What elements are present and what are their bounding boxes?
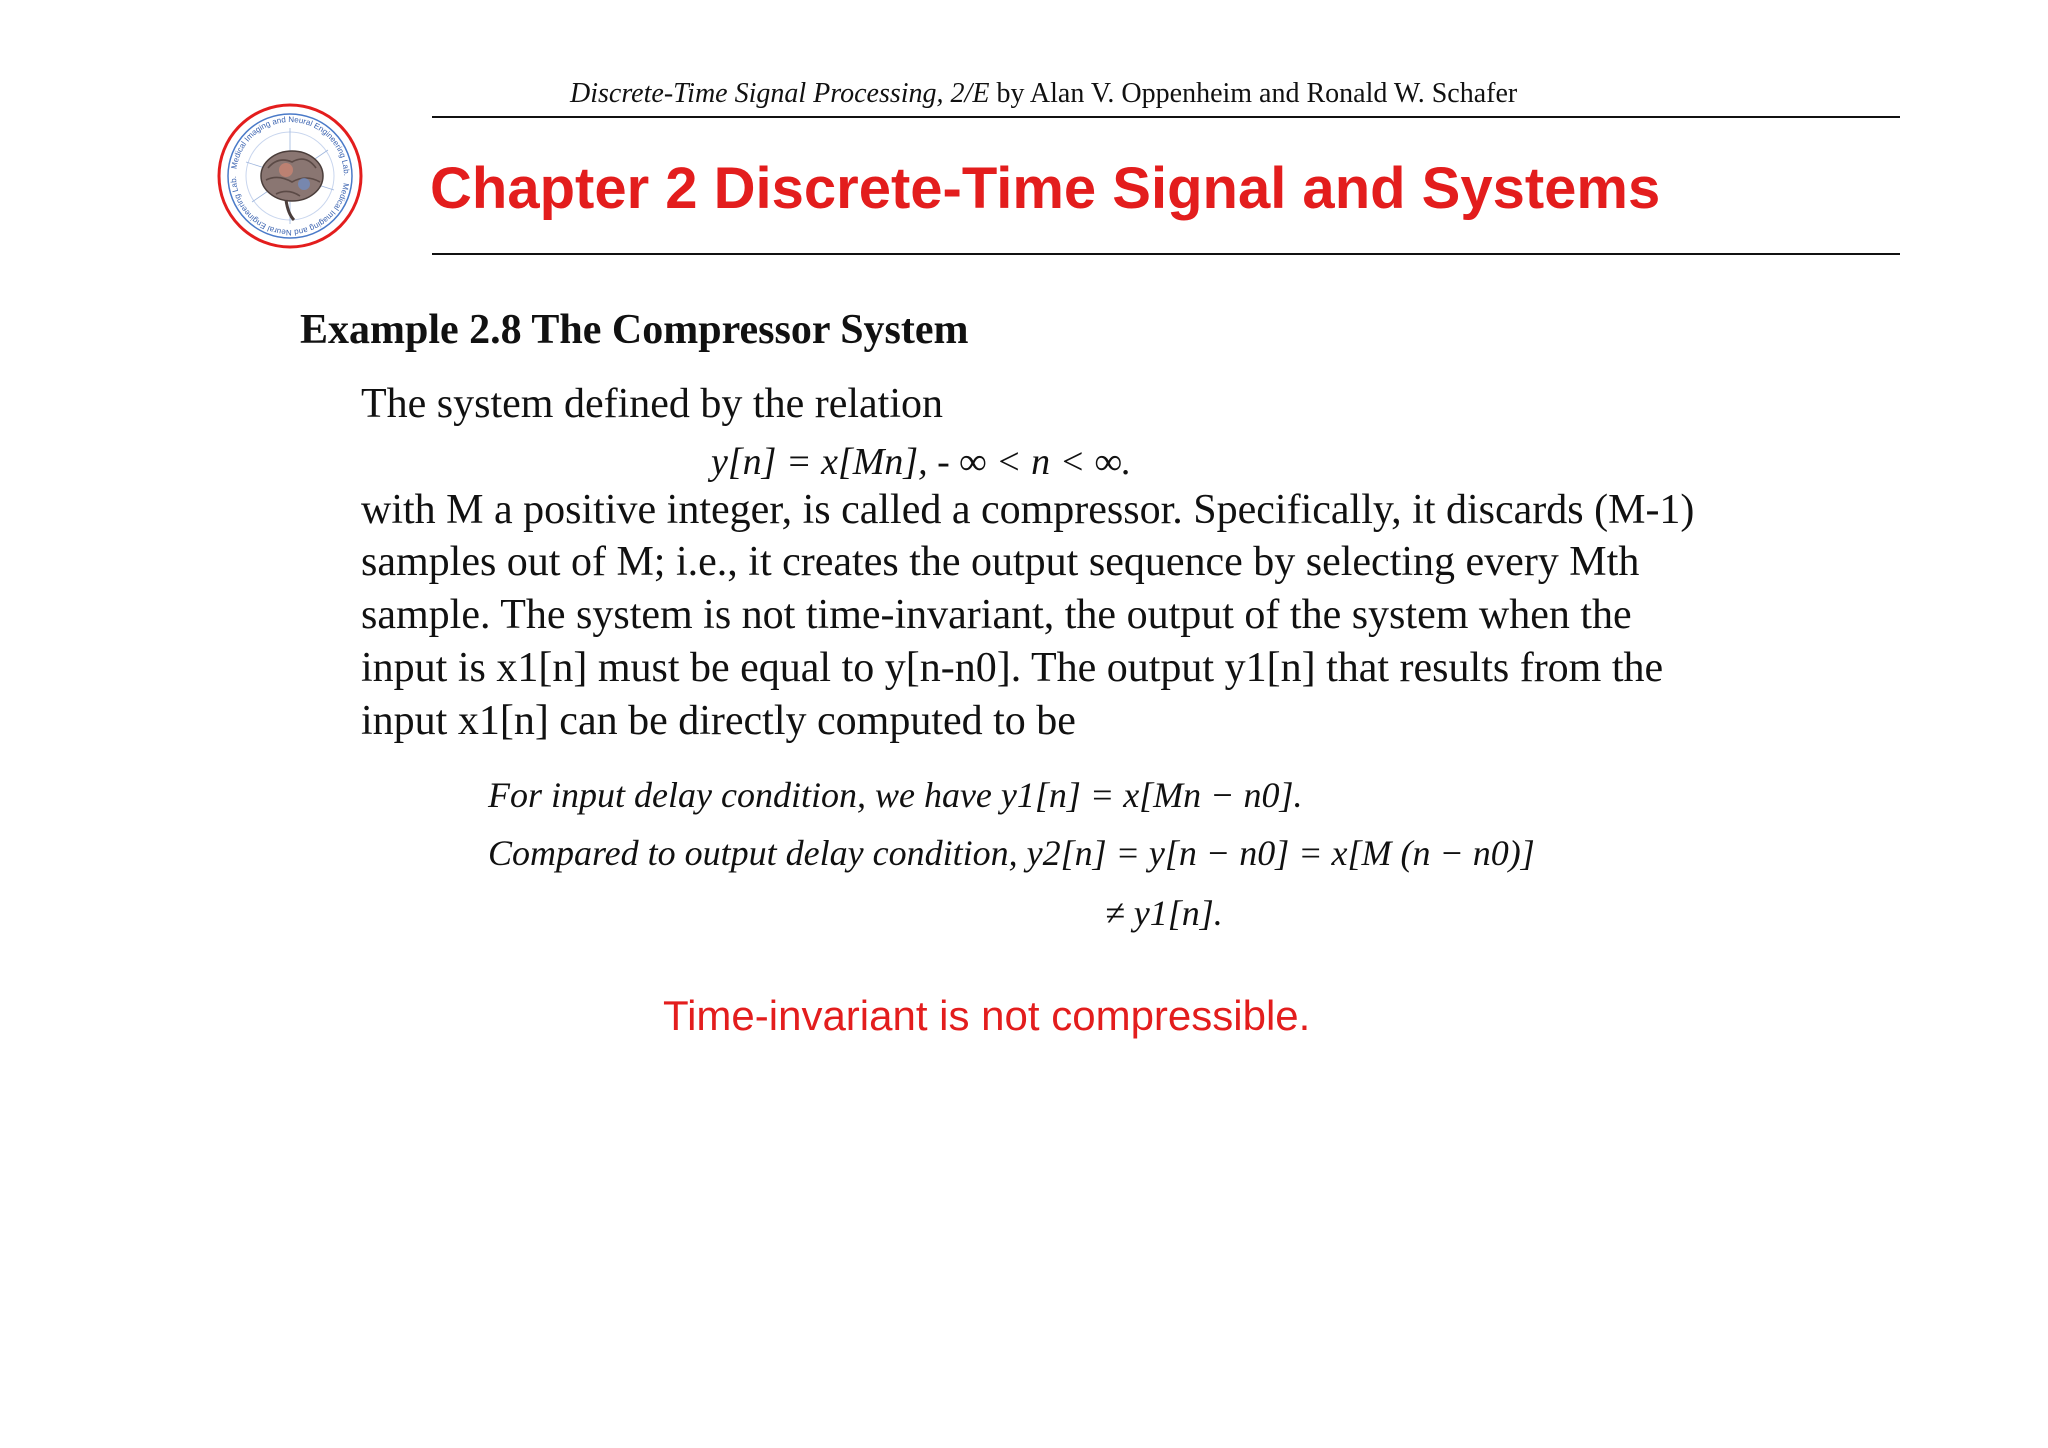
equation-input-delay-formula: y1[n] = x[Mn − n0]. [1000, 775, 1303, 815]
paragraph-line: sample. The system is not time-invariant, the output of the system when the [361, 592, 1632, 638]
equation-output-delay [488, 832, 1535, 874]
equation-output-delay-prefix: Compared to output delay condition, [488, 833, 1027, 873]
book-reference [570, 78, 1517, 110]
example-title: Example 2.8 The Compressor System [300, 307, 969, 353]
book-authors: by Alan V. Oppenheim and Ronald W. Schafer [989, 78, 1518, 109]
equation-input-delay-prefix: For input delay condition, we have [488, 775, 1001, 815]
equation-input-delay [488, 774, 1302, 816]
paragraph-line: input x1[n] can be directly computed to be [361, 698, 1076, 744]
intro-text: The system defined by the relation [361, 381, 943, 427]
svg-text:Medical Imaging and Neural Eng: Medical Imaging and Neural Engineering Lab. [228, 175, 351, 238]
chapter-title: Chapter 2 Discrete-Time Signal and Systems [430, 156, 1661, 221]
book-title: Discrete-Time Signal Processing, 2/E [570, 78, 990, 109]
equation-output-delay-formula: y2[n] = y[n − n0] = x[M (n − n0)] [1026, 833, 1535, 873]
header-rule-bottom [432, 253, 1900, 255]
paragraph-line: with M a positive integer, is called a compressor. Specifically, it discards (M-1) [361, 487, 1695, 533]
equation-relation: y[n] = x[Mn], - ∞ < n < ∞. [711, 441, 1132, 483]
equation-not-equal: ≠ y1[n]. [1105, 893, 1223, 933]
logo-arc-text: Medical Imaging and Neural Engineering Lab. [229, 114, 352, 177]
header-rule-top [432, 116, 1900, 118]
paragraph-line: samples out of M; i.e., it creates the output sequence by selecting every Mth [361, 539, 1640, 585]
conclusion-text: Time-invariant is not compressible. [663, 992, 1311, 1039]
paragraph-line: input is x1[n] must be equal to y[n-n0]. The output y1[n] that results from the [361, 645, 1664, 691]
lab-logo [216, 102, 364, 250]
